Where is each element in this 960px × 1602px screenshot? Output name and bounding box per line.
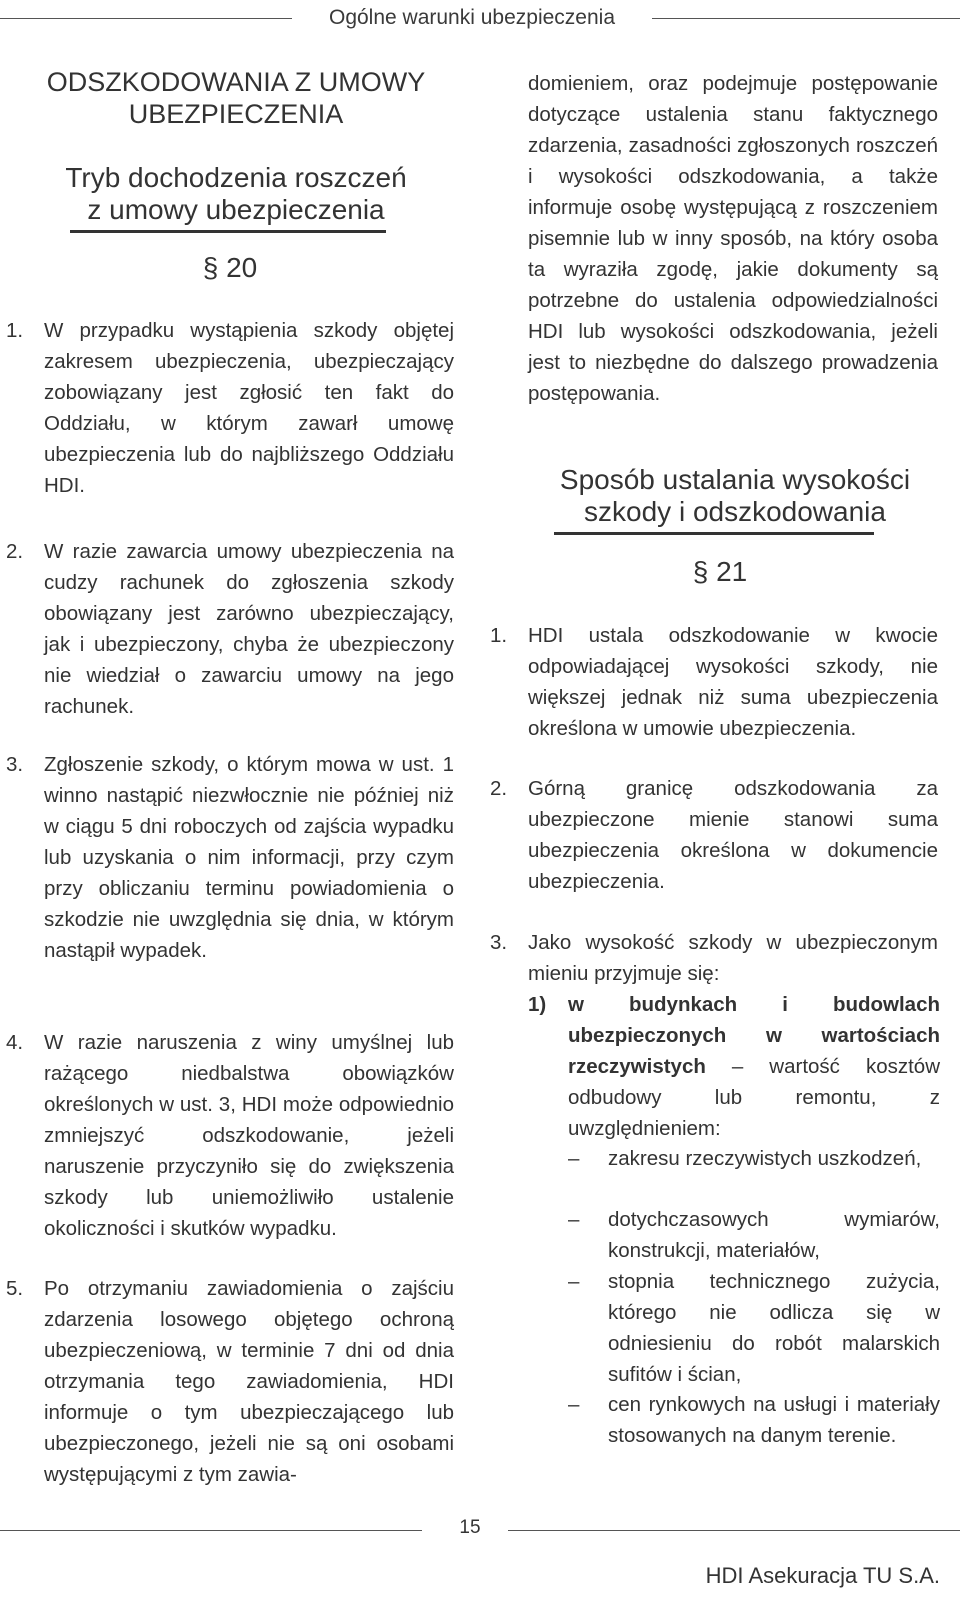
- subsection-title-line1: Tryb dochodzenia roszczeń: [65, 162, 407, 193]
- running-head: [0, 6, 960, 30]
- subsection-title: [46, 162, 426, 226]
- section-title-line2: UBEZPIECZENIA: [128, 99, 344, 129]
- item-text: Górną granicę odszkodowania za ubezpieczone mienie stanowi suma ubezpieczenia określona w dokumencie ubezpieczenia.: [528, 777, 938, 893]
- subsection-underline: [554, 532, 874, 535]
- paragraph-number: § 21: [692, 556, 748, 587]
- item-text: W przypadku wystąpienia szkody objętej zakresem ubezpieczenia, ubezpieczający zobowiązany jest zgłosić ten fakt do Oddziału, w którym zawarł umowę ubezpieczenia lub do najbliższego Oddziału HDI.: [44, 319, 454, 497]
- item-number: 2.: [6, 540, 24, 563]
- dash-text: stopnia technicznego zużycia, którego nie odlicza się w odniesieniu do robót malarskich sufitów i ścian,: [608, 1270, 940, 1386]
- header-rule-right: [652, 18, 960, 19]
- subitem-text: [568, 989, 940, 1144]
- item-text: HDI ustala odszkodowanie w kwocie odpowiadającej wysokości szkody, nie większej jednak niż suma ubezpieczenia określona w umowie ubezpieczenia.: [528, 624, 938, 740]
- item-text: Po otrzymaniu zawiadomienia o zajściu zdarzenia losowego objętego ochroną ubezpieczeniową, w terminie 7 dni od dnia otrzymania tego zawiadomienia, HDI informuje o tym ubezpieczającego lub ubezpieczonego, jeżeli nie są oni osobami występującymi z tym zawia-: [44, 1277, 454, 1486]
- item-text: Zgłoszenie szkody, o którym mowa w ust. 1 winno nastąpić niezwłocznie nie później niż w ciągu 5 dni roboczych od zajścia wypadku lub uzyskania o nim informacji, przy czym przy obliczaniu terminu powiadomienia o szkodzie nie uwzględnia się dnia, w którym nastąpił wypadek.: [44, 753, 454, 962]
- running-head-text: Ogólne warunki ubezpieczenia: [328, 6, 615, 29]
- item-number: 5.: [6, 1277, 24, 1300]
- item-text: W razie naruszenia z winy umyślnej lub rażącego niedbalstwa obowiązków określonych w ust. 3, HDI może odpowiednio zmniejszyć odszkodowanie, jeżeli naruszenie przyczyniło się do zwiększenia szkody lub uniemożliwiło ustalenie okoliczności i skutków wypadku.: [44, 1031, 454, 1240]
- footer-rule-left: [0, 1530, 422, 1531]
- dash-marker: –: [568, 1147, 580, 1170]
- item-text: W razie zawarcia umowy ubezpieczenia na cudzy rachunek do zgłoszenia szkody obowiązany jest zarówno ubezpieczający, jak i ubezpieczony, chyba że ubezpieczony nie wiedział o zawarciu umowy na jego rachunek.: [44, 540, 454, 718]
- section-title-line1: ODSZKODOWANIA Z UMOWY: [46, 67, 426, 97]
- item-number: 1.: [6, 319, 24, 342]
- subsection-underline: [70, 230, 386, 233]
- subsection-title-line2: szkody i odszkodowania: [584, 496, 886, 527]
- paragraph-number: § 20: [202, 252, 258, 283]
- publisher-name: HDI Asekuracja TU S.A.: [705, 1563, 940, 1588]
- item-number: 3.: [490, 931, 508, 954]
- item-number: 3.: [6, 753, 24, 776]
- item-number: 4.: [6, 1031, 24, 1054]
- subsection-title-line2: z umowy ubezpieczenia: [87, 194, 385, 225]
- subsection-title-line1: Sposób ustalania wysokości: [559, 464, 911, 495]
- subitem-rest: – wartość kosztów odbudowy lub remontu, z uwzględnieniem:: [568, 1055, 940, 1140]
- subitem-number: 1): [528, 993, 547, 1016]
- item-text: Jako wysokość szkody w ubezpieczonym mieniu przyjmuje się:: [528, 931, 938, 985]
- page-number: 15: [459, 1517, 481, 1538]
- dash-text: zakresu rzeczywistych uszkodzeń,: [608, 1147, 922, 1170]
- dash-marker: –: [568, 1393, 580, 1416]
- subsection-title: [520, 464, 950, 528]
- dash-marker: –: [568, 1270, 580, 1293]
- dash-text: dotychczasowych wymiarów, konstrukcji, materiałów,: [608, 1208, 940, 1262]
- item-number: 2.: [490, 777, 508, 800]
- continuation-text: domieniem, oraz podejmuje postępowanie dotyczące ustalenia stanu faktycznego zdarzenia, zasadności zgłoszonych roszczeń i wysokości odszkodowania, a także informuje osobę występującą z roszczeniem pisemnie lub w inny sposób, na który osoba ta wyraziła zgodę, jakie dokumenty są potrzebne do ustalenia odpowiedzialności HDI lub wysokości odszkodowania, jeżeli jest to niezbędne do dalszego prowadzenia postępowania.: [528, 72, 938, 405]
- dash-text: cen rynkowych na usługi i materiały stosowanych na danym terenie.: [608, 1393, 940, 1447]
- item-number: 1.: [490, 624, 508, 647]
- section-title: [26, 66, 446, 130]
- header-rule-left: [0, 18, 292, 19]
- subitem-lead: w budynkach i budowlach ubezpieczonych w wartościach rzeczywistych: [568, 993, 940, 1078]
- footer-rule-right: [508, 1530, 960, 1531]
- dash-marker: –: [568, 1208, 580, 1231]
